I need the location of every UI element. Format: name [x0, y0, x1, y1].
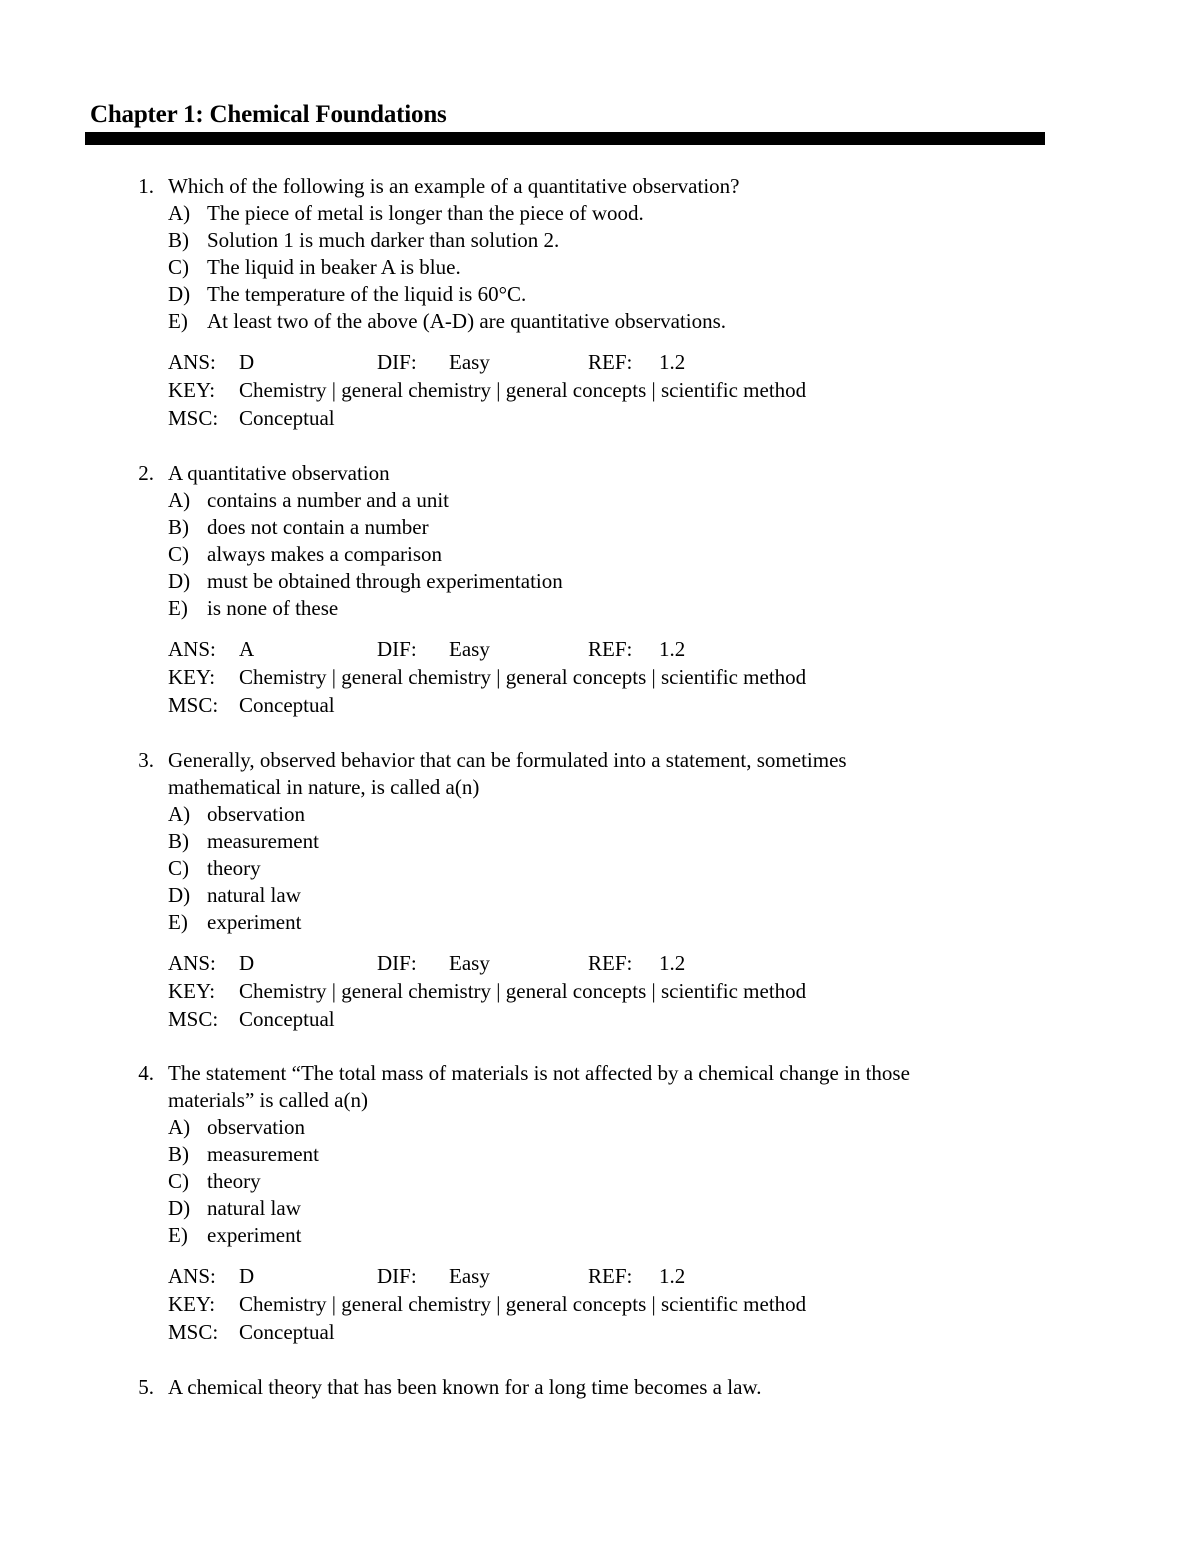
- key-label: KEY:: [168, 979, 216, 1003]
- question-stem-line: [0, 460, 1200, 487]
- key-row: [0, 664, 1200, 692]
- question-stem: The statement “The total mass of materials is not affected by a chemical change in those: [168, 1061, 910, 1085]
- ref-label: REF:: [588, 350, 633, 374]
- question-stem-line: [0, 1087, 1200, 1114]
- dif-label: DIF:: [377, 637, 417, 661]
- option-text: At least two of the above (A-D) are quantitative observations.: [207, 309, 727, 333]
- question-3: [0, 747, 1200, 1034]
- question-stem: Generally, observed behavior that can be formulated into a statement, sometimes: [168, 748, 847, 772]
- msc-value: Conceptual: [239, 1007, 335, 1031]
- answer-option: [0, 200, 1200, 227]
- ans-value: D: [239, 951, 255, 975]
- question-stem: A chemical theory that has been known for a long time becomes a law.: [168, 1375, 762, 1399]
- key-row: [0, 1291, 1200, 1319]
- answer-option: [0, 828, 1200, 855]
- dif-label: DIF:: [377, 951, 417, 975]
- key-value: Chemistry | general chemistry | general concepts | scientific method: [239, 1292, 807, 1316]
- option-letter: E): [168, 596, 188, 620]
- option-letter: A): [168, 1115, 191, 1139]
- chapter-title: Chapter 1: Chemical Foundations: [90, 101, 447, 128]
- msc-label: MSC:: [168, 1320, 219, 1344]
- answer-option: [0, 568, 1200, 595]
- option-letter: D): [168, 569, 191, 593]
- option-letter: D): [168, 1196, 191, 1220]
- question-1: [0, 173, 1200, 433]
- option-letter: E): [168, 309, 188, 333]
- option-letter: C): [168, 856, 189, 880]
- option-text: natural law: [207, 1196, 301, 1220]
- answer-option: [0, 1141, 1200, 1168]
- dif-value: Easy: [449, 1264, 490, 1288]
- option-text: does not contain a number: [207, 515, 429, 539]
- question-2: [0, 460, 1200, 720]
- question-number: 2.: [138, 461, 154, 485]
- key-label: KEY:: [168, 665, 216, 689]
- option-letter: A): [168, 488, 191, 512]
- key-label: KEY:: [168, 378, 216, 402]
- ref-value: 1.2: [659, 637, 686, 661]
- answer-option: [0, 514, 1200, 541]
- question-number: 4.: [138, 1061, 154, 1085]
- option-text: The piece of metal is longer than the piece of wood.: [207, 201, 644, 225]
- key-value: Chemistry | general chemistry | general concepts | scientific method: [239, 665, 807, 689]
- answer-option: [0, 801, 1200, 828]
- option-text: theory: [207, 856, 261, 880]
- ans-value: D: [239, 1264, 255, 1288]
- question-stem-line: [0, 1374, 1200, 1401]
- msc-row: [0, 692, 1200, 720]
- dif-value: Easy: [449, 951, 490, 975]
- option-letter: B): [168, 515, 189, 539]
- ref-label: REF:: [588, 951, 633, 975]
- answer-row: [0, 1263, 1200, 1291]
- ans-value: D: [239, 350, 255, 374]
- ans-label: ANS:: [168, 951, 216, 975]
- answer-option: [0, 909, 1200, 936]
- question-stem: materials” is called a(n): [168, 1088, 368, 1112]
- option-text: theory: [207, 1169, 261, 1193]
- option-text: always makes a comparison: [207, 542, 443, 566]
- key-row: [0, 377, 1200, 405]
- answer-option: [0, 254, 1200, 281]
- option-letter: C): [168, 255, 189, 279]
- msc-label: MSC:: [168, 406, 219, 430]
- question-stem-line: [0, 173, 1200, 200]
- answer-metadata: [0, 950, 1200, 1034]
- option-letter: A): [168, 802, 191, 826]
- question-stem-line: [0, 774, 1200, 801]
- ans-label: ANS:: [168, 1264, 216, 1288]
- question-5: [0, 1374, 1200, 1401]
- ans-label: ANS:: [168, 350, 216, 374]
- option-text: The liquid in beaker A is blue.: [207, 255, 461, 279]
- option-text: observation: [207, 1115, 305, 1139]
- option-letter: E): [168, 1223, 188, 1247]
- answer-option: [0, 1114, 1200, 1141]
- question-number: 3.: [138, 748, 154, 772]
- option-letter: C): [168, 542, 189, 566]
- msc-label: MSC:: [168, 693, 219, 717]
- option-text: Solution 1 is much darker than solution 2.: [207, 228, 560, 252]
- question-stem: A quantitative observation: [168, 461, 390, 485]
- question-number: 1.: [138, 174, 154, 198]
- question-stem: mathematical in nature, is called a(n): [168, 775, 480, 799]
- question-number: 5.: [138, 1375, 154, 1399]
- msc-value: Conceptual: [239, 406, 335, 430]
- answer-option: [0, 1222, 1200, 1249]
- dif-label: DIF:: [377, 350, 417, 374]
- option-letter: B): [168, 228, 189, 252]
- option-letter: D): [168, 883, 191, 907]
- msc-label: MSC:: [168, 1007, 219, 1031]
- question-stem: Which of the following is an example of a quantitative observation?: [168, 174, 740, 198]
- answer-row: [0, 636, 1200, 664]
- answer-option: [0, 487, 1200, 514]
- question-stem-line: [0, 1060, 1200, 1087]
- answer-option: [0, 855, 1200, 882]
- option-letter: B): [168, 829, 189, 853]
- answer-option: [0, 281, 1200, 308]
- answer-row: [0, 349, 1200, 377]
- answer-metadata: [0, 349, 1200, 433]
- msc-value: Conceptual: [239, 1320, 335, 1344]
- key-value: Chemistry | general chemistry | general concepts | scientific method: [239, 378, 807, 402]
- option-text: experiment: [207, 1223, 302, 1247]
- ref-label: REF:: [588, 1264, 633, 1288]
- answer-option: [0, 308, 1200, 335]
- answer-option: [0, 595, 1200, 622]
- option-text: measurement: [207, 829, 319, 853]
- option-text: must be obtained through experimentation: [207, 569, 563, 593]
- option-text: contains a number and a unit: [207, 488, 450, 512]
- option-text: natural law: [207, 883, 301, 907]
- answer-metadata: [0, 1263, 1200, 1347]
- question-stem-line: [0, 747, 1200, 774]
- dif-label: DIF:: [377, 1264, 417, 1288]
- option-text: observation: [207, 802, 305, 826]
- option-text: experiment: [207, 910, 302, 934]
- option-letter: A): [168, 201, 191, 225]
- msc-row: [0, 405, 1200, 433]
- option-text: is none of these: [207, 596, 339, 620]
- key-value: Chemistry | general chemistry | general concepts | scientific method: [239, 979, 807, 1003]
- ref-label: REF:: [588, 637, 633, 661]
- key-row: [0, 978, 1200, 1006]
- answer-option: [0, 541, 1200, 568]
- msc-row: [0, 1006, 1200, 1034]
- msc-value: Conceptual: [239, 693, 335, 717]
- answer-option: [0, 1168, 1200, 1195]
- key-label: KEY:: [168, 1292, 216, 1316]
- option-letter: B): [168, 1142, 189, 1166]
- title-rule: [85, 132, 1045, 145]
- ans-value: A: [239, 637, 255, 661]
- option-text: measurement: [207, 1142, 319, 1166]
- option-text: The temperature of the liquid is 60°C.: [207, 282, 527, 306]
- ref-value: 1.2: [659, 350, 686, 374]
- option-letter: E): [168, 910, 188, 934]
- answer-row: [0, 950, 1200, 978]
- option-letter: C): [168, 1169, 189, 1193]
- msc-row: [0, 1319, 1200, 1347]
- ref-value: 1.2: [659, 1264, 686, 1288]
- option-letter: D): [168, 282, 191, 306]
- ans-label: ANS:: [168, 637, 216, 661]
- dif-value: Easy: [449, 637, 490, 661]
- ref-value: 1.2: [659, 951, 686, 975]
- answer-metadata: [0, 636, 1200, 720]
- question-4: [0, 1060, 1200, 1347]
- answer-option: [0, 882, 1200, 909]
- dif-value: Easy: [449, 350, 490, 374]
- answer-option: [0, 227, 1200, 254]
- answer-option: [0, 1195, 1200, 1222]
